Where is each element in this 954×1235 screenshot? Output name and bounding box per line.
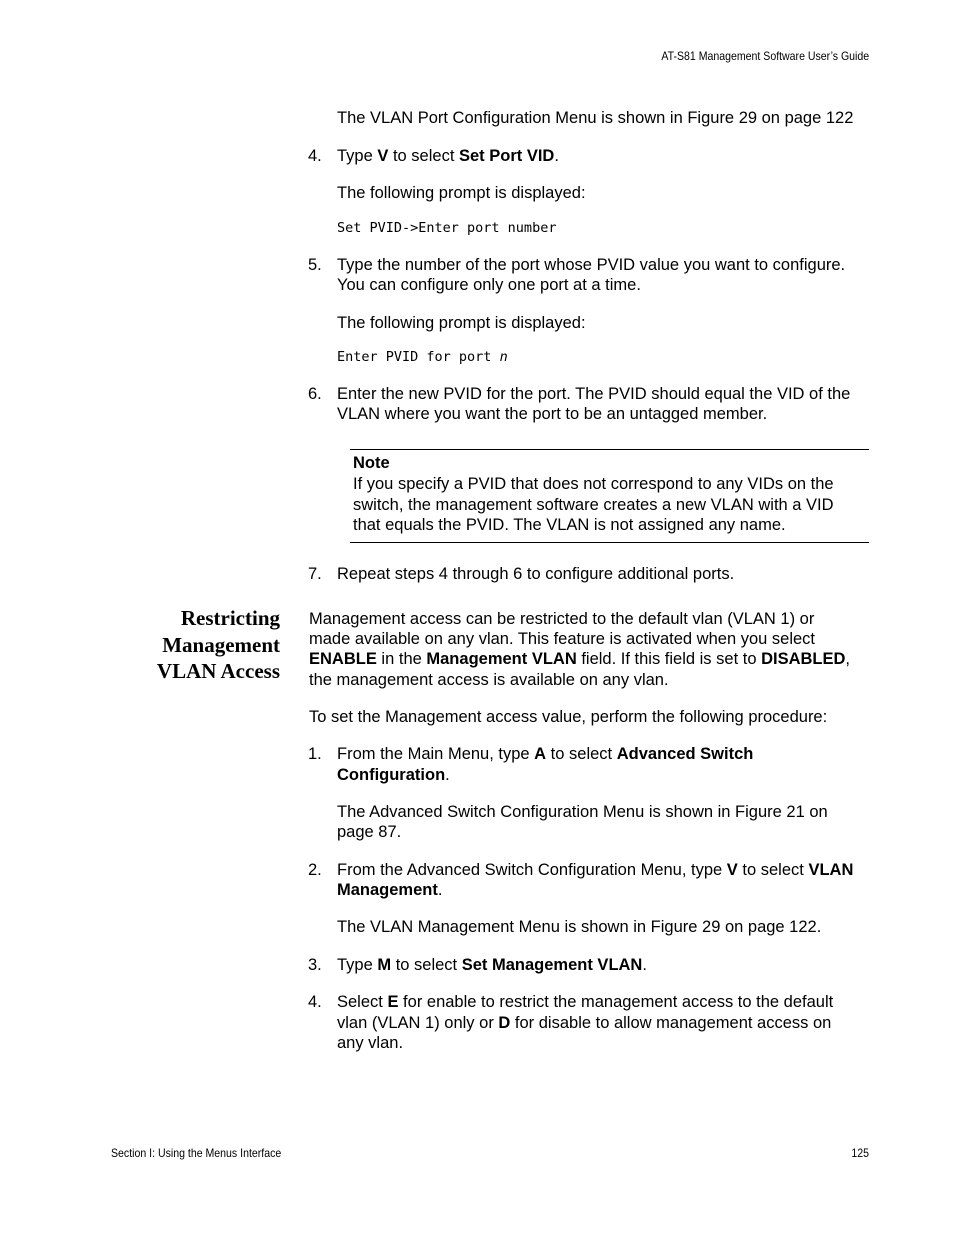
- step-1-note-line-1: The Advanced Switch Configuration Menu is shown in Figure 21 on: [337, 803, 828, 821]
- note-line-3: that equals the PVID. The VLAN is not assigned any name.: [353, 516, 786, 534]
- step-number: 1.: [308, 745, 322, 763]
- para-1-line-4: the management access is available on any vlan.: [309, 671, 669, 689]
- step-4b-line-1: Select E for enable to restrict the management access to the default: [337, 993, 834, 1011]
- prompt-label: The following prompt is displayed:: [337, 184, 586, 202]
- para-2: To set the Management access value, perform the following procedure:: [309, 708, 828, 726]
- step-2-line-1: From the Advanced Switch Configuration Menu, type V to select VLAN: [337, 861, 854, 879]
- step-4b-line-2: vlan (VLAN 1) only or D for disable to allow management access on: [337, 1014, 832, 1032]
- step-number: 6.: [308, 385, 322, 403]
- step-2-note: The VLAN Management Menu is shown in Figure 29 on page 122.: [337, 918, 822, 936]
- footer-section: Section I: Using the Menus Interface: [111, 1146, 282, 1160]
- section-heading: [157, 605, 280, 685]
- prompt-code: Set PVID->Enter port number: [337, 220, 557, 236]
- para-1-line-2: made available on any vlan. This feature is activated when you select: [309, 630, 815, 648]
- note-title: Note: [353, 454, 390, 472]
- step-4b-line-3: any vlan.: [337, 1034, 404, 1052]
- step-3-text: Type M to select Set Management VLAN.: [337, 956, 647, 974]
- prompt-label: The following prompt is displayed:: [337, 314, 586, 332]
- step-6-line-2: VLAN where you want the port to be an untagged member.: [337, 405, 768, 423]
- step-1-line-2: Configuration.: [337, 766, 450, 784]
- step-5-line-1: Type the number of the port whose PVID value you want to configure.: [337, 256, 846, 274]
- step-number: 2.: [308, 861, 322, 879]
- note-text: [353, 474, 834, 536]
- intro-text: The VLAN Port Configuration Menu is shown in Figure 29 on page 122: [337, 109, 854, 127]
- step-5-line-2: You can configure only one port at a time.: [337, 276, 641, 294]
- para-1-line-1: Management access can be restricted to the default vlan (VLAN 1) or: [309, 610, 815, 628]
- prompt-code: Enter PVID for port n: [337, 349, 508, 365]
- page-number: 125: [851, 1146, 869, 1160]
- section-heading-line-1: Restricting: [180, 606, 280, 630]
- step-7-text: Repeat steps 4 through 6 to configure additional ports.: [337, 565, 735, 583]
- step-number: 5.: [308, 256, 322, 274]
- note-line-1: If you specify a PVID that does not correspond to any VIDs on the: [353, 475, 834, 493]
- step-number: 4.: [308, 993, 322, 1011]
- step-4-text: Type V to select Set Port VID.: [337, 147, 559, 165]
- para-1-line-3: ENABLE in the Management VLAN field. If this field is set to DISABLED,: [309, 650, 851, 668]
- running-header: AT-S81 Management Software User’s Guide: [661, 49, 869, 63]
- note-box: [350, 449, 869, 543]
- step-number: 4.: [308, 147, 322, 165]
- step-1-line-1: From the Main Menu, type A to select Advanced Switch: [337, 745, 754, 763]
- section-heading-line-3: VLAN Access: [156, 659, 280, 683]
- step-6-line-1: Enter the new PVID for the port. The PVID should equal the VID of the: [337, 385, 851, 403]
- step-number: 7.: [308, 565, 322, 583]
- section-heading-line-2: Management: [162, 632, 280, 657]
- step-number: 3.: [308, 956, 322, 974]
- note-line-2: switch, the management software creates a new VLAN with a VID: [353, 495, 834, 514]
- step-1-note-line-2: page 87.: [337, 823, 402, 841]
- step-2-line-2: Management.: [337, 881, 443, 899]
